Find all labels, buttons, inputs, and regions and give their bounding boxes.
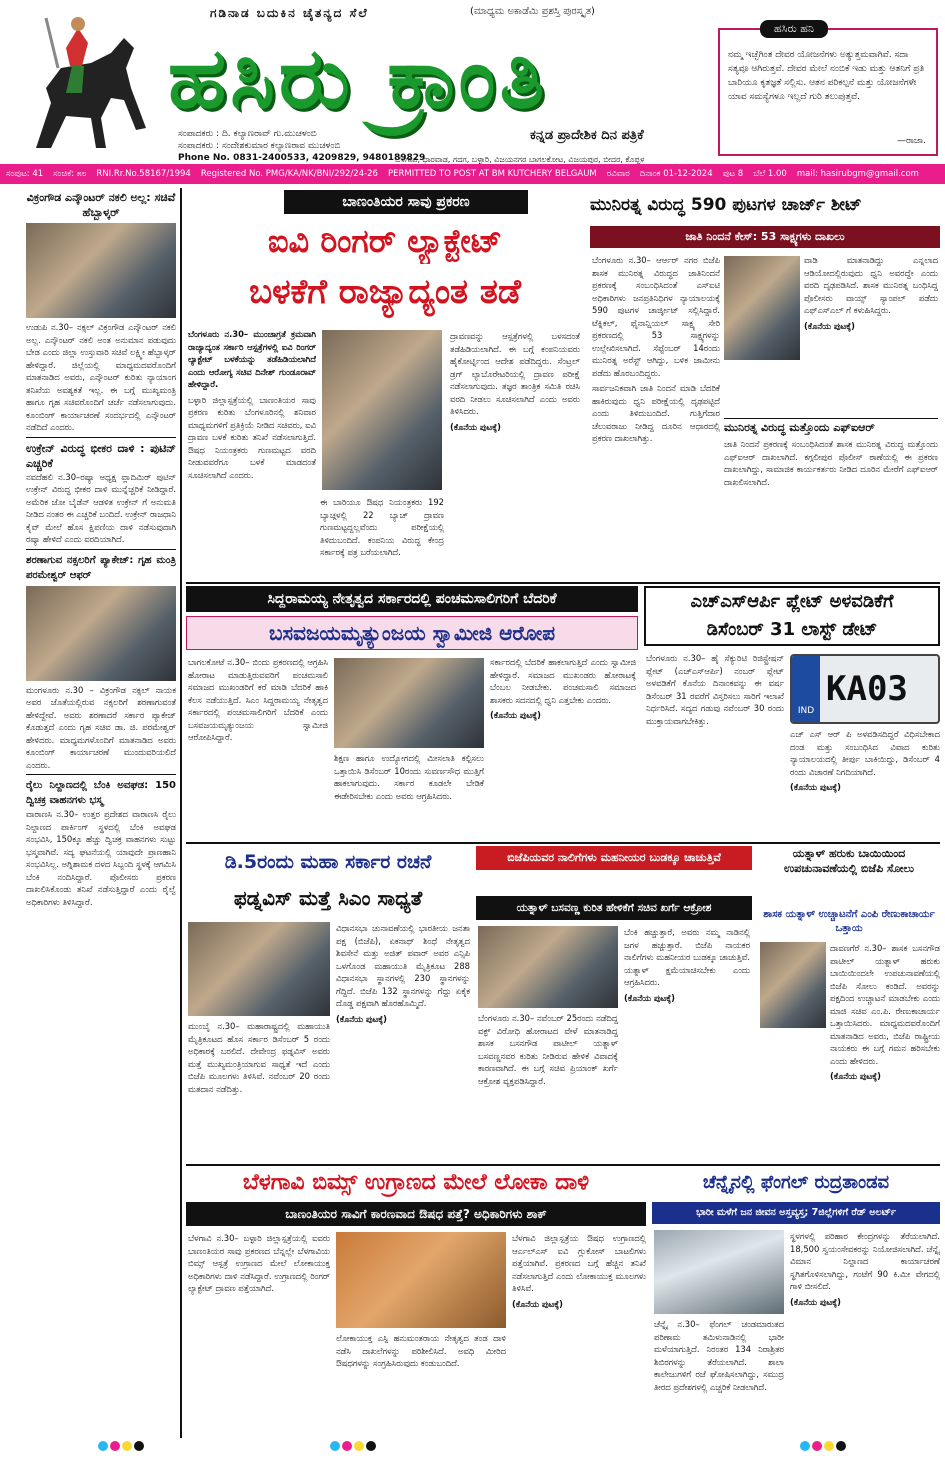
maha-credit: (ಕೊನೆಯ ಪುಟಕ್ಕೆ) [336,1013,387,1024]
munirathna-body-3: ವಾಡಿ ಮಾತನಾಡಿದ್ದು ಎನ್ನಲಾದ ಆಡಿಯೋದಲ್ಲಿರುವುದು ಧ್ವನಿ ಅವರದ್ದೇ ಎಂದು ವರದಿ ದೃಢಪಡಿಸಿದೆ. ಶಾಸಕ ಮುನಿರತ್ನ ಬಂಧಿಸಿದ್ದ ಪೊಲೀಸರು ವಾಯ್ಸ್ ಸ್ಯಾಂಪಲ್ ಪಡೆದು ಎಫ್ಎಸ್ಎಲ್ ಗೆ ಕಳುಹಿಸಿದ್ದರು. [804,255,938,315]
bjp-kicker: ಬಿಜೆಪಿಯವರ ನಾಲಿಗೆಗಳು ಮಹನೀಯರ ಬುಡಕ್ಕೂ ಚಾಚುತ್ತಿವೆ [476,846,752,870]
chennai-headline: ಚೆನ್ನೈನಲ್ಲಿ ಫೆಂಗಲ್ ರುದ್ರತಾಂಡವ [702,1172,890,1193]
email: mail: hasirubgm@gmail.com [796,169,919,179]
maha-body-1: ಮುಂಬೈ ನ.30– ಮಹಾರಾಷ್ಟ್ರದಲ್ಲಿ ಮಹಾಯುತಿ ಮೈತ್ರಿಕೂಟದ ಹೊಸ ಸರ್ಕಾರ ಡಿಸೆಂಬರ್ 5 ರಂದು ಅಧಿಕಾರಕ್ಕೆ ಬರಲಿದೆ. ದೇವೇಂದ್ರ ಫಡ್ನವಿಸ್ ಅವರು ಮತ್ತೆ ಮುಖ್ಯಮಂತ್ರಿಯಾಗುವ ಸಾಧ್ಯತೆ ಇದೆ ಎಂದು ಬಿಜೆಪಿ ಮೂಲಗಳು ತಿಳಿಸಿವೆ. ನವೆಂಬರ್ 20 ರಂದು ಮತದಾನ ನಡೆದಿತ್ತು. [188,1021,330,1094]
maha-kicker: ಡಿ.5ರಂದು ಮಹಾ ಸರ್ಕಾರ ರಚನೆ [224,851,432,873]
rni-number: RNI.Rr.No.58167/1994 [96,169,191,179]
bims-warehouse-photo [336,1232,506,1328]
price: ಬೆಲೆ 1.00 [753,169,787,179]
story-vikram-title: ವಿಕ್ರಂಗೌಡ ಎನ್ಕೌಂಟರ್ ನಕಲಿ ಅಲ್ಲ: ಸಚಿವೆ ಹೆಬ್ಬಾಳ್ಕರ್ [26,191,176,219]
munirathna-fir-body: ಜಾತಿ ನಿಂದನೆ ಪ್ರಕರಣಕ್ಕೆ ಸಂಬಂಧಿಸಿದಂತೆ ಶಾಸಕ ಮುನಿರತ್ನ ವಿರುದ್ಧ ಮತ್ತೊಂದು ಎಫ್ಐಆರ್ ದಾಖಲಾಗಿದೆ. ಕಗ್ಗಲೀಪುರ ಪೊಲೀಸ್ ಠಾಣೆಯಲ್ಲಿ ಈ ಪ್ರಕರಣ ದಾಖಲಾಗಿದ್ದು, ಸಾಮಾಜಿಕ ಕಾರ್ಯಕರ್ತರು ನೀಡಿದ ದೂರಿನ ಮೇರೆಗೆ ಎಫ್ಐಆರ್ ದಾಖಲಿಸಲಾಗಿದೆ. [724,439,938,487]
chennai-body-1: ಚೆನ್ನೈ ನ.30– ಫೆಂಗಲ್ ಚಂಡಮಾರುತದ ಪರಿಣಾಮ ತಮಿಳುನಾಡಿನಲ್ಲಿ ಭಾರೀ ಮಳೆಯಾಗುತ್ತಿದೆ. ನಿರಂತರ 134 ನಿರಾಶ್ರಿತರ ಶಿಬಿರಗಳನ್ನು ತೆರೆಯಲಾಗಿದೆ. ಶಾಲಾ ಕಾಲೇಜುಗಳಿಗೆ ರಜೆ ಘೋಷಿಸಲಾಗಿದ್ದು, ಸಮುದ್ರ ತೀರದ ಪ್ರದೇಶಗಳಲ್ಲಿ ಎಚ್ಚರಿಕೆ ನೀಡಲಾಗಿದೆ. [654,1319,784,1392]
bjp-headline: ಯತ್ನಾಳ್ ಬಸವಣ್ಣ ಕುರಿತ ಹೇಳಿಕೆಗೆ ಸಚಿವ ಖರ್ಗೆ ಆಕ್ರೋಶ [476,896,752,920]
cyclone-waves-photo [654,1230,784,1314]
munirathna-credit: (ಕೊನೆಯ ಪುಟಕ್ಕೆ) [804,320,855,331]
maha-col-2 [336,922,470,1160]
lead-lede-text: ಬೆಂಗಳೂರು ನ.30– ಮುಂಜಾಗ್ರತೆ ಕ್ರಮವಾಗಿ ರಾಜ್ಯಾದ್ಯಂತ ಸರ್ಕಾರಿ ಆಸ್ಪತ್ರೆಗಳಲ್ಲಿ ಐವಿ ರಿಂಗರ್ ಲ್ಯಾಕ್ಟೇಟ್ ಬಳಕೆಯನ್ನು ತಡೆಹಿಡಿಯಲಾಗಿದೆ ಎಂದು ಆರೋಗ್ಯ ಸಚಿವ ದಿನೇಶ್ ಗುಂಡೂರಾವ್ ಹೇಳಿದ್ದಾರೆ. [188,329,316,389]
swamiji-cm-photo [334,658,484,748]
munirathna-col-2 [804,254,938,414]
registration-marks-left [98,1441,144,1451]
story-fire-title: ರೈಲು ನಿಲ್ದಾಣದಲ್ಲಿ ಬೆಂಕಿ ಅವಘಡ: 150 ದ್ವಿಚಕ್ರ ವಾಹನಗಳು ಭಸ್ಮ [26,780,176,806]
postal-permit: PERMITTED TO POST AT BM KUTCHERY BELGAUM [387,169,597,179]
quote-box-sign: —ರಾಜಾ. [896,136,926,146]
story-ukraine-title: ಉಕ್ರೇನ್ ವಿರುದ್ಧ ಭೀಕರ ದಾಳಿ : ಪುಟಿನ್ ಎಚ್ಚರಿಕೆ [26,441,176,470]
paper-subtitle: ಕನ್ನಡ ಪ್ರಾದೇಶಿಕ ದಿನ ಪತ್ರಿಕೆ [530,128,644,143]
yatnal-credit: (ಕೊನೆಯ ಪುಟಕ್ಕೆ) [830,1071,881,1081]
bjp-body-2: ಬೆಂಕಿ ಹಚ್ಚುತ್ತಾರೆ, ಅವರು ನಮ್ಮ ನಾಡಿನಲ್ಲಿ ಜಗಳ ಹಚ್ಚುತ್ತಾರೆ. ಬಿಜೆಪಿ ನಾಯಕರ ನಾಲಿಗೆಗಳು ಮಹನೀಯರ ಬುಡಕ್ಕೂ ಚಾಚುತ್ತಿವೆ. ಯತ್ನಾಳ್ ಕ್ಷಮೆಯಾಚಿಸಬೇಕು ಎಂದು ಆಗ್ರಹಿಸಿದರು. [624,927,750,987]
hsrp-headline-line1: ಎಚ್ಎಸ್ಆರ್ಪಿ ಪ್ಲೇಟ್ ಅಳವಡಿಕೆಗೆ [690,591,894,612]
hsrp-headline-line2: ಡಿಸೆಂಬರ್ 31 ಲಾಸ್ಟ್ ಡೇಟ್ [706,619,878,640]
munirathna-headline: ಮುನಿರತ್ನ ವಿರುದ್ಧ 590 ಪುಟಗಳ ಚಾರ್ಜ್ ಶೀಟ್ [590,195,862,215]
bims-body-1: ಬೆಳಗಾವಿ ನ.30– ಬಳ್ಳಾರಿ ಜಿಲ್ಲಾಸ್ಪತ್ರೆಯಲ್ಲಿ ಐವರು ಬಾಣಂತಿಯರ ಸಾವು ಪ್ರಕರಣದ ಬೆನ್ನಲ್ಲೇ ಬೆಳಗಾವಿಯ ಬಿಮ್ಸ್ ಆಸ್ಪತ್ರೆ ಉಗ್ರಾಣದ ಮೇಲೆ ಲೋಕಾಯುಕ್ತ ಅಧಿಕಾರಿಗಳು ದಾಳಿ ನಡೆಸಿದ್ದಾರೆ. ಉಗ್ರಾಣದಲ್ಲಿ ರಿಂಗರ್ ಲ್ಯಾಕ್ಟೇಟ್ ದ್ರಾವಣ ಪತ್ತೆಯಾಗಿದೆ. [188,1233,330,1293]
left-column [26,190,176,1435]
hebbalkar-photo [26,223,176,318]
bjp-credit: (ಕೊನೆಯ ಪುಟಕ್ಕೆ) [624,992,675,1003]
registration-marks-right [800,1441,846,1451]
section-rule [186,842,940,844]
bims-sub: ಬಾಣಂತಿಯರ ಸಾವಿಗೆ ಕಾರಣವಾದ ಔಷಧ ಪತ್ತೆ? ಅಧಿಕಾರಿಗಳು ಶಾಕ್ [186,1202,646,1226]
lead-body-1: ಬಳ್ಳಾರಿ ಜಿಲ್ಲಾಸ್ಪತ್ರೆಯಲ್ಲಿ ಬಾಣಂತಿಯರ ಸಾವು ಪ್ರಕರಣ ಕುರಿತು ಬೆಂಗಳೂರಿನಲ್ಲಿ ಶನಿವಾರ ಮಾಧ್ಯಮಗಳಿಗೆ ಪ್ರತಿಕ್ರಿಯೆ ನೀಡಿದ ಸಚಿವರು, ಐವಿ ದ್ರಾವಣ ಬಳಕೆ ಕುರಿತು ತನಿಖೆ ನಡೆಸಲಾಗುತ್ತಿದೆ. ಔಷಧ ನಿಯಂತ್ರಕರು ಗುಣಮಟ್ಟದ ವರದಿ ನೀಡುವವರೆಗೂ ಬಳಕೆ ಮಾಡದಂತೆ ಸೂಚಿಸಲಾಗಿದೆ ಎಂದರು. [188,394,316,480]
quote-box [718,22,938,156]
cities-line: ಬೆಳಗಾವಿ, ಧಾರವಾಡ, ಗದಗ, ಬಳ್ಳಾರಿ, ವಿಜಯನಗರ ಬಾಗಲಕೋಟ, ವಿಜಯಪುರ, ಬೀದರ, ಕೊಪ್ಪಳ [395,155,645,164]
story-naxal-title: ಶರಣಾಗುವ ನಕ್ಸಲರಿಗೆ ಪ್ಯಾಕೇಜ್: ಗೃಹ ಮಂತ್ರಿ ಪರಮೇಶ್ವರ್ ಆಫರ್ [26,554,176,581]
kharge-yatnal-photo [478,926,618,1008]
story-ukraine-body: ನವದೆಹಲಿ ನ.30–ರಷ್ಯಾ ಅಧ್ಯಕ್ಷ ವ್ಲಾದಿಮಿರ್ ಪುಟಿನ್ ಉಕ್ರೇನ್ ವಿರುದ್ಧ ಭೀಕರ ದಾಳಿ ಮುನ್ನೆಚ್ಚರಿಕೆ ನೀಡಿದ್ದಾರೆ. ಅಮೆರಿಕ ಜೋ ಬೈಡೆನ್ ಆಡಳಿತ ಉಕ್ರೇನ್ ಗೆ ಅನುಮತಿ ನೀಡಿದ ನಂತರ ಈ ಎಚ್ಚರಿಕೆ ಬಂದಿದೆ. ಉಕ್ರೇನ್ ರಾಜಧಾನಿ ಕೈವ್ ಮೇಲೆ ಹೊಸ ಕ್ಷಿಪಣಿಯ ದಾಳಿ ನಡೆಸುವುದಾಗಿ ರಷ್ಯಾ ಹೇಳಿದೆ ಎಂದು ವರದಿಯಾಗಿದೆ. [26,471,176,544]
panchamasali-credit: (ಕೊನೆಯ ಪುಟಕ್ಕೆ) [490,710,541,720]
quote-box-header: ಹಸಿರು ಹನಿ [760,20,828,38]
plate-ind-strip: IND [792,656,820,722]
quote-box-text: ನಮ್ಮ ಇಚ್ಛೆಗಿಂತ ದೇವರ ಯೋಜನೆಗಳು ಅತ್ಯುತ್ತಮವಾಗಿವೆ. ಸದಾ ಸತ್ಯವೂ ಆಗಿರುತ್ತವೆ. ದೇವರ ಮೇಲೆ ನಂಬಿಕೆ ಇಡು ಮತ್ತು ಆತನಿಗೆ ಪ್ರತಿ ಬಾರಿಯೂ ಕೃತಜ್ಞತೆ ಸಲ್ಲಿಸು. ಆತನ ಪರಿಕಲ್ಪನೆ ಮತ್ತು ಯೋಜನೆಗಳೇ ಯಾವ ಸಮಸ್ಯೆಗಳೂ ಇಲ್ಲದೆ ಗುರಿ ತಲುಪುತ್ತವೆ. [728,50,925,102]
story-fire-body: ವಾರಾಣಸಿ ನ.30– ಉತ್ತರ ಪ್ರದೇಶದ ವಾರಾಣಸಿ ರೈಲು ನಿಲ್ದಾಣದ ಪಾರ್ಕಿಂಗ್ ಸ್ಥಳದಲ್ಲಿ ಬೆಂಕಿ ಅವಘಡ ಸಂಭವಿಸಿ, 150ಕ್ಕೂ ಹೆಚ್ಚು ದ್ವಿಚಕ್ರ ವಾಹನಗಳು ಸುಟ್ಟು ಭಸ್ಮವಾಗಿವೆ. ಸದ್ಯ ಘಟನೆಯಲ್ಲಿ ಯಾವುದೇ ಪ್ರಾಣಹಾನಿ ಸಂಭವಿಸಿಲ್ಲ. ಅಗ್ನಿಶಾಮಕ ದಳದ ಸಿಬ್ಬಂದಿ ಸ್ಥಳಕ್ಕೆ ಆಗಮಿಸಿ ಬೆಂಕಿ ನಂದಿಸಿದ್ದಾರೆ. ಪೊಲೀಸರು ಪ್ರಕರಣ ದಾಖಲಿಸಿಕೊಂಡು ತನಿಖೆ ನಡೆಸುತ್ತಿದ್ದಾರೆ ಎಂದು ರೈಲ್ವೆ ಅಧಿಕಾರಿಗಳು ತಿಳಿಸಿದ್ದಾರೆ. [26,809,176,907]
bims-body-3: ಬೆಳಗಾವಿ ಜಿಲ್ಲಾಸ್ಪತ್ರೆಯ ಔಷಧ ಉಗ್ರಾಣದಲ್ಲಿ ಆರ್ಎಲ್ಎಸ್ ಐವಿ ಗ್ಲುಕೋಸ್ ಬಾಟಲಿಗಳು ಪತ್ತೆಯಾಗಿವೆ. ಪ್ರಕರಣದ ಬಗ್ಗೆ ಹೆಚ್ಚಿನ ತನಿಖೆ ನಡೆಸಲಾಗುತ್ತಿದೆ ಎಂದು ಲೋಕಾಯುಕ್ತ ಮೂಲಗಳು ತಿಳಿಸಿವೆ. [512,1233,646,1293]
tagline-top: ಗಡಿನಾಡ ಬದುಕಿನ ಚೈತನ್ಯದ ಸೆಲೆ [210,6,369,20]
chennai-credit: (ಕೊನೆಯ ಪುಟಕ್ಕೆ) [790,1296,841,1307]
issue-date: ದಿನಾಂಕ 01-12-2024 [639,169,713,179]
fadnavis-photo [188,922,330,1016]
editor-info [178,128,425,164]
panchamasali-col-3 [490,656,636,836]
issue-volume: ಸಂಪುಟ: 41 [6,169,44,179]
panchamasali-body-3: ಸರ್ಕಾರದಲ್ಲಿ ಬೆದರಿಕೆ ಹಾಕಲಾಗುತ್ತಿದೆ ಎಂದು ಸ್ವಾಮೀಜಿ ಹೇಳಿದ್ದಾರೆ. ಸಮಾಜದ ಮುಖಂಡರು ಹೋರಾಟಕ್ಕೆ ಬೆಂಬಲ ನೀಡಬೇಕು. ಪಂಚಮಸಾಲಿ ಸಮಾಜದ ಶಾಸಕರು ಸದನದಲ್ಲಿ ಧ್ವನಿ ಎತ್ತಬೇಕು ಎಂದರು. [490,657,636,705]
munirathna-kicker: ಜಾತಿ ನಿಂದನೆ ಕೇಸ್: 53 ಸಾಕ್ಷ್ಯಗಳು ದಾಖಲು [590,226,940,248]
info-bar [0,164,945,184]
lead-body-3-column [450,330,580,576]
panchamasali-body-1: ಬಾಗಲಕೋಟೆ ನ.30– ಬಿಂದು ಪ್ರಕರಣದಲ್ಲಿ ಆಗ್ರಹಿಸಿ ಹೋರಾಟ ಮಾಡುತ್ತಿರುವವರಿಗೆ ಪಂಚಮಸಾಲಿ ಸಮಾಜದ ಮುಖಂಡರಿಗೆ ಕರೆ ಮಾಡಿ ಬೆದರಿಕೆ ಹಾಕಿ ಕೆಲಸ ನಡೆಯುತ್ತಿದೆ. ಸಿಎಂ ಸಿದ್ದರಾಮಯ್ಯ ನೇತೃತ್ವದ ಸರ್ಕಾರದಲ್ಲಿ ಪಂಚಮಸಾಲಿಗರಿಗೆ ಬೆದರಿಕೆ ಎಂದು ಬಸವಜಯಮೃತ್ಯುಂಜಯ ಸ್ವಾಮೀಜಿ ಆರೋಪಿಸಿದ್ದಾರೆ. [188,657,328,742]
chennai-col-2 [790,1230,940,1438]
newspaper-logo: ಹಸಿರು ಕ್ರಾಂತಿ [168,29,549,127]
lead-kicker: ಬಾಣಂತಿಯರ ಸಾವು ಪ್ರಕರಣ [284,190,528,214]
lead-headline-line2: ಬಳಕೆಗೆ ರಾಜ್ಯಾದ್ಯಂತ ತಡೆ [249,272,521,312]
maha-body-2: ವಿಧಾನಸಭಾ ಚುನಾವಣೆಯಲ್ಲಿ ಭಾರತೀಯ ಜನತಾ ಪಕ್ಷ (ಬಿಜೆಪಿ), ಏಕನಾಥ್ ಶಿಂಧೆ ನೇತೃತ್ವದ ಶಿವಸೇನೆ ಮತ್ತು ಅಜಿತ್ ಪವಾರ್ ಅವರ ಎನ್ಸಿಪಿ ಒಳಗೊಂಡ ಮಹಾಯುತಿ ಮೈತ್ರಿಕೂಟ 288 ವಿಧಾನಸಭಾ ಸ್ಥಾನಗಳಲ್ಲಿ 230 ಸ್ಥಾನಗಳನ್ನು ಗೆದ್ದಿದೆ. ಬಿಜೆಪಿ 132 ಸ್ಥಾನಗಳನ್ನು ಗೆದ್ದು ಏಕೈಕ ದೊಡ್ಡ ಪಕ್ಷವಾಗಿ ಹೊರಹೊಮ್ಮಿದೆ. [336,923,470,1008]
hsrp-body-2: ಎಚ್ ಎಸ್ ಆರ್ ಪಿ ಅಳವಡಿಸದಿದ್ದರೆ ವಿಧಿಸಬೇಕಾದ ದಂಡ ಮತ್ತು ಸಂಬಂಧಿಸಿದ ವಿವಾದ ಕುರಿತು ನ್ಯಾಯಾಲಯದಲ್ಲಿ ತೀರ್ಪು ಬಾಕಿಯಿದ್ದು, ಡಿಸೆಂಬರ್ 4 ರಂದು ವಿಚಾರಣೆ ನಿಗದಿಯಾಗಿದೆ. [790,729,940,777]
bims-headline: ಬೆಳಗಾವಿ ಬಿಮ್ಸ್ ಉಗ್ರಾಣದ ಮೇಲೆ ಲೋಕಾ ದಾಳಿ [242,1170,590,1195]
editor-line: ಸಂಪಾದಕರು : ದಿ. ಕಲ್ಯಾಣರಾವ್ ಗು.ಮುಚಳಂಬಿ [178,129,317,139]
munirathna-body-2: ಸಾರ್ವಜನಿಕವಾಗಿ ಜಾತಿ ನಿಂದನೆ ಮಾಡಿ ಬೆದರಿಕೆ ಹಾಕಿರುವುದು ಧ್ವನಿ ಪರೀಕ್ಷೆಯಲ್ಲಿ ದೃಢಪಟ್ಟಿದೆ ಎಂದು ತಿಳಿದುಬಂದಿದೆ. ಗುತ್ತಿಗೆದಾರ ಚೆಲುವರಾಜು ನೀಡಿದ್ದ ದೂರಿನ ಆಧಾರದಲ್ಲಿ ಪ್ರಕರಣ ದಾಖಲಾಗಿತ್ತು. [592,383,720,443]
plate-number: KA03 [826,669,908,709]
phone-line: Phone No. 0831-2400533, 4209829, 9480189829 [178,153,426,163]
number-plate-image [790,654,940,724]
chennai-sub: ಭಾರೀ ಮಳೆಗೆ ಜನ ಜೀವನ ಅಸ್ತವ್ಯಸ್ತ; 7ಜಿಲ್ಲೆಗಳಿಗೆ ರೆಡ್ ಅಲರ್ಟ್ [652,1202,940,1224]
bjp-col-2 [624,926,750,1160]
munirathna-fir-headline: ಮುನಿರತ್ನ ವಿರುದ್ಧ ಮತ್ತೊಂದು ಎಫ್ಐಆರ್ [724,418,938,436]
issue-number: ಸಂಚಿಕೆ: ೫೮ [53,169,87,179]
story-naxal-body: ಮಂಗಳೂರು ನ.30 – ವಿಕ್ರಂಗೌಡ ನಕ್ಸಲ್ ನಾಯಕ ಅವರ ಜೊತೆಯಲ್ಲಿರುವ ನಕ್ಸಲರಿಗೆ ಶರಣಾಗುವಂತೆ ಹೇಳಿದ್ದೇವೆ. ಅವರು ಶರಣಾದರೆ ಸರ್ಕಾರ ಪ್ಯಾಕೇಜ್ ಕೊಡುತ್ತದೆ ಎಂದು ಗೃಹ ಸಚಿವ ಡಾ. ಜಿ. ಪರಮೇಶ್ವರ್ ಹೇಳಿದರು. ಮಾಧ್ಯಮಗಳೊಂದಿಗೆ ಮಾತನಾಡಿದ ಅವರು ಕೂಂಬಿಂಗ್ ಕಾರ್ಯಾಚರಣೆ ಮುಂದುವರಿಯಲಿದೆ ಎಂದರು. [26,684,176,770]
horse-rider-emblem-icon [6,8,156,158]
issue-day: ರವಿವಾರ [606,169,630,179]
section-rule [186,582,940,584]
yatnal-body: ದಾವಣಗೆರೆ ನ.30– ಶಾಸಕ ಬಸನಗೌಡ ಪಾಟೀಲ್ ಯತ್ನಾಳ್ ಹರುಕು ಬಾಯಿಯಿಂದಲೇ ಉಪಚುನಾವಣೆಯಲ್ಲಿ ಬಿಜೆಪಿ ಸೋಲು ಕಂಡಿದೆ. ಅವರನ್ನು ಪಕ್ಷದಿಂದ ಉಚ್ಚಾಟನೆ ಮಾಡಬೇಕು ಎಂದು ಮಾಜಿ ಸಚಿವ ಎಂ.ಪಿ. ರೇಣುಕಾಚಾರ್ಯ ಒತ್ತಾಯಿಸಿದರು. ಮಾಧ್ಯಮದವರೊಂದಿಗೆ ಮಾತನಾಡಿದ ಅವರು, ಬಿಜೆಪಿ ರಾಷ್ಟ್ರೀಯ ನಾಯಕರು ಈ ಬಗ್ಗೆ ಗಮನ ಹರಿಸಬೇಕು ಎಂದು ಹೇಳಿದರು. [830,943,940,1066]
award-tagline: (ಮಾಧ್ಯಮ ಅಕಾಡೆಮಿ ಪ್ರಶಸ್ತಿ ಪುರಸ್ಕೃತ) [470,6,595,17]
parameshwar-photo [26,586,176,681]
panchamasali-sub: ಬಸವಜಯಮೃತ್ಯುಂಜಯ ಸ್ವಾಮೀಜಿ ಆರೋಪ [186,616,638,650]
lead-body-3: ದ್ರಾವಣವನ್ನು ಆಸ್ಪತ್ರೆಗಳಲ್ಲಿ ಬಳಸದಂತೆ ತಡೆಹಿಡಿಯಲಾಗಿದೆ. ಈ ಬಗ್ಗೆ ಕಂಪನಿಯವರು ಹೈಕೋರ್ಟ್ನಿಂದ ಆದೇಶ ಪಡೆದಿದ್ದರು. ಸೆಂಟ್ರಲ್ ಡ್ರಗ್ ಲ್ಯಾಬೊರೇಟರಿಯಲ್ಲಿ ದ್ರಾವಣ ಪರೀಕ್ಷೆ ನಡೆಸಲಾಗುವುದು. ತಜ್ಞರ ತಾಂತ್ರಿಕ ಸಮಿತಿ ರಚಿಸಿ ವರದಿ ನೀಡಲು ಸೂಚಿಸಲಾಗಿದೆ ಎಂದು ಅವರು ತಿಳಿಸಿದರು. [450,331,580,416]
lead-body-2: ಈ ಬಾರಿಯೂ ಔಷಧ ನಿಯಂತ್ರಕರು 192 ಬ್ಯಾಚ್ಗಳಲ್ಲಿ 22 ಬ್ಯಾಚ್ ದ್ರಾವಣ ಗುಣಮಟ್ಟದ್ದಲ್ಲವೆಂದು ಪರೀಕ್ಷೆಯಲ್ಲಿ ತಿಳಿದುಬಂದಿದೆ. ಕಂಪನಿಯ ವಿರುದ್ಧ ಕೇಂದ್ರ ಸರ್ಕಾರಕ್ಕೆ ಪತ್ರ ಬರೆಯಲಾಗಿದೆ. [320,497,444,557]
bims-body-2: ಲೋಕಾಯುಕ್ತ ಎಸ್ಪಿ ಹನುಮಂತರಾಯ ನೇತೃತ್ವದ ತಂಡ ದಾಳಿ ನಡೆಸಿ ದಾಖಲೆಗಳನ್ನು ಪರಿಶೀಲಿಸಿದೆ. ಅವಧಿ ಮೀರಿದ ಔಷಧಗಳನ್ನು ಸಂಗ್ರಹಿಸಿರುವುದು ಕಂಡುಬಂದಿದೆ. [336,1333,506,1368]
panchamasali-body-2: ಶಿಕ್ಷಣ ಹಾಗೂ ಉದ್ಯೋಗದಲ್ಲಿ ಮೀಸಲಾತಿ ಕಲ್ಪಿಸಲು ಒತ್ತಾಯಿಸಿ ಡಿಸೆಂಬರ್ 10ರಂದು ಸುವರ್ಣಸೌಧ ಮುತ್ತಿಗೆ ಹಾಕಲಾಗುವುದು. ಸರ್ಕಾರ ಕೂಡಲೇ ಬೇಡಿಕೆ ಈಡೇರಿಸಬೇಕು ಎಂದು ಅವರು ಆಗ್ರಹಿಸಿದರು. [334,753,484,801]
munirathna-col-1 [592,254,720,574]
hsrp-col-2 [790,728,940,836]
hsrp-credit: (ಕೊನೆಯ ಪುಟಕ್ಕೆ) [790,782,841,792]
co-editor-line: ಸಂಪಾದಕರು : ಸಂದೇಶಕುಮಾರ ಕಲ್ಯಾಣರಾವ ಮುಚಳಂಬಿ [178,141,341,151]
dinesh-gundurao-photo [322,330,442,490]
yatnal-col [830,942,940,1160]
lead-credit: (ಕೊನೆಯ ಪುಟಕ್ಕೆ) [450,421,501,432]
story-vikram-body: ಉಡುಪಿ ನ.30– ನಕ್ಸಲ್ ವಿಕ್ರಂಗೌಡ ಎನ್ಕೌಂಟರ್ ನಕಲಿ ಅಲ್ಲ. ಎನ್ಕೌಂಟರ್ ನಕಲಿ ಅಂತ ಅನುಮಾನ ಪಡುವುದು ಬೇಡ ಎಂದು ಜಿಲ್ಲಾ ಉಸ್ತುವಾರಿ ಸಚಿವೆ ಲಕ್ಷ್ಮೀ ಹೆಬ್ಬಾಳ್ಕರ್ ಹೇಳಿದ್ದಾರೆ. ಜಿಲ್ಲೆಯಲ್ಲಿ ಮಾಧ್ಯಮದವರೊಂದಿಗೆ ಮಾತನಾಡಿದ ಅವರು, ಎನ್ಕೌಂಟರ್ ಕುರಿತು ನ್ಯಾಯಾಂಗ ತನಿಖೆಯ ಅವಶ್ಯಕತೆ ಇಲ್ಲ. ಈ ಬಗ್ಗೆ ಮುಖ್ಯಮಂತ್ರಿ ಹಾಗೂ ಗೃಹ ಸಚಿವರೊಂದಿಗೆ ಚರ್ಚೆ ನಡೆಸಲಾಗುವುದು. ಕೂಂಬಿಂಗ್ ಕಾರ್ಯಾಚರಣೆ ಸಂದರ್ಭದಲ್ಲಿ ಎನ್ಕೌಂಟರ್ ನಡೆದಿದೆ ಎಂದರು. [26,322,176,432]
yatnal-headline: ಯತ್ನಾಳ್ ಹರುಕು ಬಾಯಿಯಿಂದ ಉಪಚುನಾವಣೆಯಲ್ಲಿ ಬಿಜೆಪಿ ಸೋಲು [783,847,915,875]
munirathna-body-1: ಬೆಂಗಳೂರು ನ.30– ಆರ್ಆರ್ ನಗರ ಬಿಜೆಪಿ ಶಾಸಕ ಮುನಿರತ್ನ ವಿರುದ್ಧದ ಜಾತಿನಿಂದನೆ ಪ್ರಕರಣಕ್ಕೆ ಸಂಬಂಧಿಸಿದಂತೆ ಎಸ್ಐಟಿ ಅಧಿಕಾರಿಗಳು ಜನಪ್ರತಿನಿಧಿಗಳ ನ್ಯಾಯಾಲಯಕ್ಕೆ 590 ಪುಟಗಳ ಚಾರ್ಜ್ಶೀಟ್ ಸಲ್ಲಿಸಿದ್ದಾರೆ. ಟೆಕ್ನಿಕಲ್, ಫೈನಾನ್ಷಿಯಲ್ ಸಾಕ್ಷ್ಯ ಸೇರಿ ಪ್ರಕರಣದಲ್ಲಿ 53 ಸಾಕ್ಷ್ಯಗಳನ್ನು ಉಲ್ಲೇಖಿಸಲಾಗಿದೆ. ಸೆಪ್ಟೆಂಬರ್ 14ರಂದು ಮುನಿರತ್ನ ಅರೆಸ್ಟ್ ಆಗಿದ್ದು, ಬಳಿಕ ಜಾಮೀನು ಪಡೆದು ಹೊರಬಂದಿದ್ದರು. [592,255,720,378]
masthead [0,0,945,186]
renukacharya-photo [760,942,826,1028]
registration-marks-center [330,1441,376,1451]
panchamasali-headline: ಸಿದ್ದರಾಮಯ್ಯ ನೇತೃತ್ವದ ಸರ್ಕಾರದಲ್ಲಿ ಪಂಚಮಸಾಲಿಗರಿಗೆ ಬೆದರಿಕೆ [186,586,638,612]
bims-col-3 [512,1232,646,1438]
lead-headline-line1: ಐವಿ ರಿಂಗರ್ ಲ್ಯಾಕ್ಟೇಟ್ [267,222,503,260]
chennai-body-2: ಸ್ಥಳಗಳಲ್ಲಿ ಪರಿಹಾರ ಕೇಂದ್ರಗಳನ್ನು ತೆರೆಯಲಾಗಿದೆ. 18,500 ಸ್ವಯಂಸೇವಕರನ್ನು ನಿಯೋಜಿಸಲಾಗಿದೆ. ಚೆನ್ನೈ ವಿಮಾನ ನಿಲ್ದಾಣದ ಕಾರ್ಯಾಚರಣೆ ಸ್ಥಗಿತಗೊಳಿಸಲಾಗಿದ್ದು, ಗಂಟೆಗೆ 90 ಕಿ.ಮೀ ವೇಗದಲ್ಲಿ ಗಾಳಿ ಬೀಸಲಿದೆ. [790,1231,940,1291]
maha-headline: ಫಡ್ನವಿಸ್ ಮತ್ತೆ ಸಿಎಂ ಸಾಧ್ಯತೆ [233,886,423,910]
munirathna-photo [724,256,800,360]
registration-number: Registered No. PMG/KA/NK/BNI/292/24-26 [200,169,378,179]
lead-lede [188,328,316,576]
column-divider [180,188,182,1438]
yatnal-sub: ಶಾಸಕ ಯತ್ನಾಳ್ ಉಚ್ಚಾಟನೆಗೆ ಎಂಪಿ ರೇಣುಕಾಚಾರ್ಯ ಒತ್ತಾಯ [763,909,935,934]
bjp-body-1: ಬೆಂಗಳೂರು ನ.30– ನವೆಂಬರ್ 25ರಂದು ನಡೆದಿದ್ದ ವಕ್ಫ್ ವಿರೋಧಿ ಹೋರಾಟದ ವೇಳೆ ಮಾತನಾಡಿದ್ದ ಶಾಸಕ ಬಸನಗೌಡ ಪಾಟೀಲ್ ಯತ್ನಾಳ್ ಬಸವಣ್ಣನವರ ಕುರಿತು ನೀಡಿರುವ ಹೇಳಿಕೆ ವಿವಾದಕ್ಕೆ ಕಾರಣವಾಗಿದೆ. ಈ ಬಗ್ಗೆ ಸಚಿವ ಪ್ರಿಯಾಂಕ್ ಖರ್ಗೆ ಆಕ್ರೋಶ ವ್ಯಕ್ತಪಡಿಸಿದ್ದಾರೆ. [478,1013,618,1086]
hsrp-body-1: ಬೆಂಗಳೂರು ನ.30– ಹೈ ಸೆಕ್ಯುರಿಟಿ ರಿಜಿಸ್ಟ್ರೇಷನ್ ಪ್ಲೇಟ್ (ಎಚ್ಎಸ್ಆರ್ಪಿ) ನಂಬರ್ ಪ್ಲೇಟ್ ಅಳವಡಿಕೆಗೆ ಕೊನೆಯ ದಿನಾಂಕವನ್ನು ಈ ವರ್ಷ ಡಿಸೆಂಬರ್ 31 ರವರೆಗೆ ವಿಸ್ತರಿಸಲು ಸಾರಿಗೆ ಇಲಾಖೆ ನಿರ್ಧರಿಸಿದೆ. ಸದ್ಯದ ಗಡುವು ನವೆಂಬರ್ 30 ರಂದು ಮುಕ್ತಾಯವಾಗಬೇಕಿತ್ತು. [646,653,784,726]
page-count: ಪುಟ 8 [722,169,744,179]
bims-credit: (ಕೊನೆಯ ಪುಟಕ್ಕೆ) [512,1298,563,1309]
hsrp-headline [644,586,940,646]
